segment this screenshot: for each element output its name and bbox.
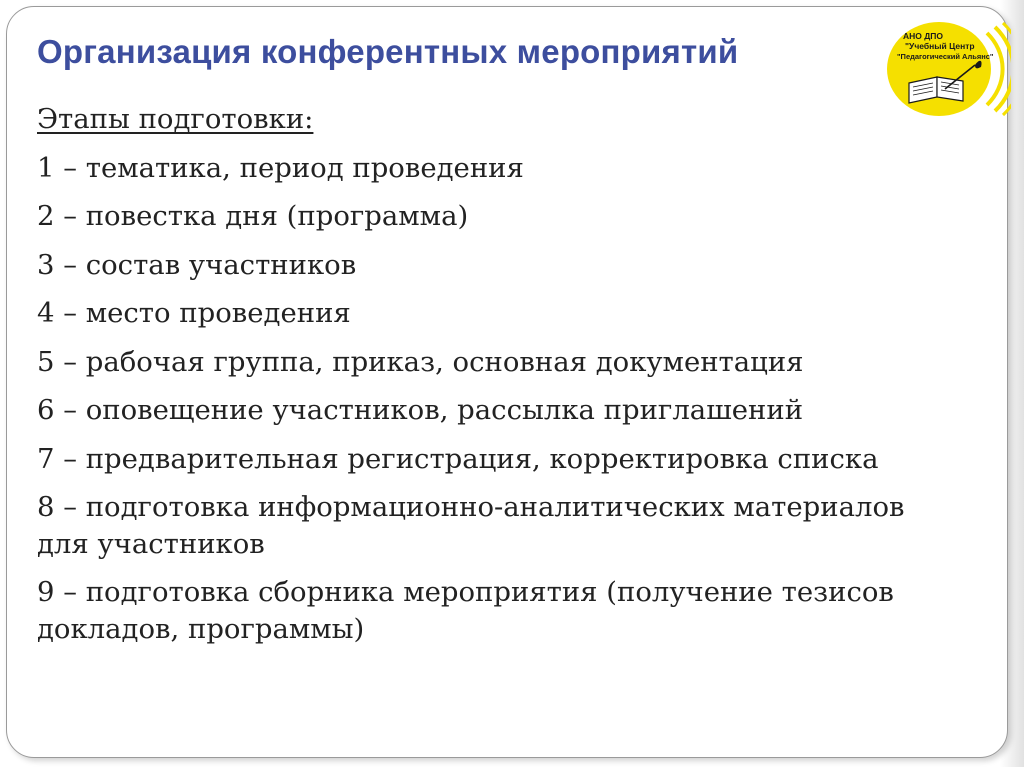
list-item: 6 – оповещение участников, рассылка приглашений [37, 394, 804, 426]
slide-title: Организация конферентных мероприятий [37, 33, 739, 70]
list-item: 1 – тематика, период проведения [37, 151, 524, 184]
logo-line-2: "Учебный Центр [905, 41, 975, 51]
list-item: 8 – подготовка информационно-аналитических материалов для участников [37, 491, 905, 560]
list-item: 7 – предварительная регистрация, корректировка списка [37, 442, 879, 475]
list-item: 5 – рабочая группа, приказ, основная документация [37, 345, 804, 378]
logo-line-3: "Педагогический Альянс" [897, 52, 994, 61]
logo-line-1: АНО ДПО [903, 31, 944, 41]
slide-frame [6, 6, 1008, 758]
list-item: 9 – подготовка сборника мероприятия (получение тезисов докладов, программы) [37, 576, 894, 645]
list-item: 4 – место проведения [37, 297, 351, 329]
content-body [37, 101, 937, 659]
list-item: 2 – повестка дня (программа) [37, 200, 469, 232]
list-item: 3 – состав участников [37, 248, 357, 281]
section-heading: Этапы подготовки: [37, 103, 314, 135]
